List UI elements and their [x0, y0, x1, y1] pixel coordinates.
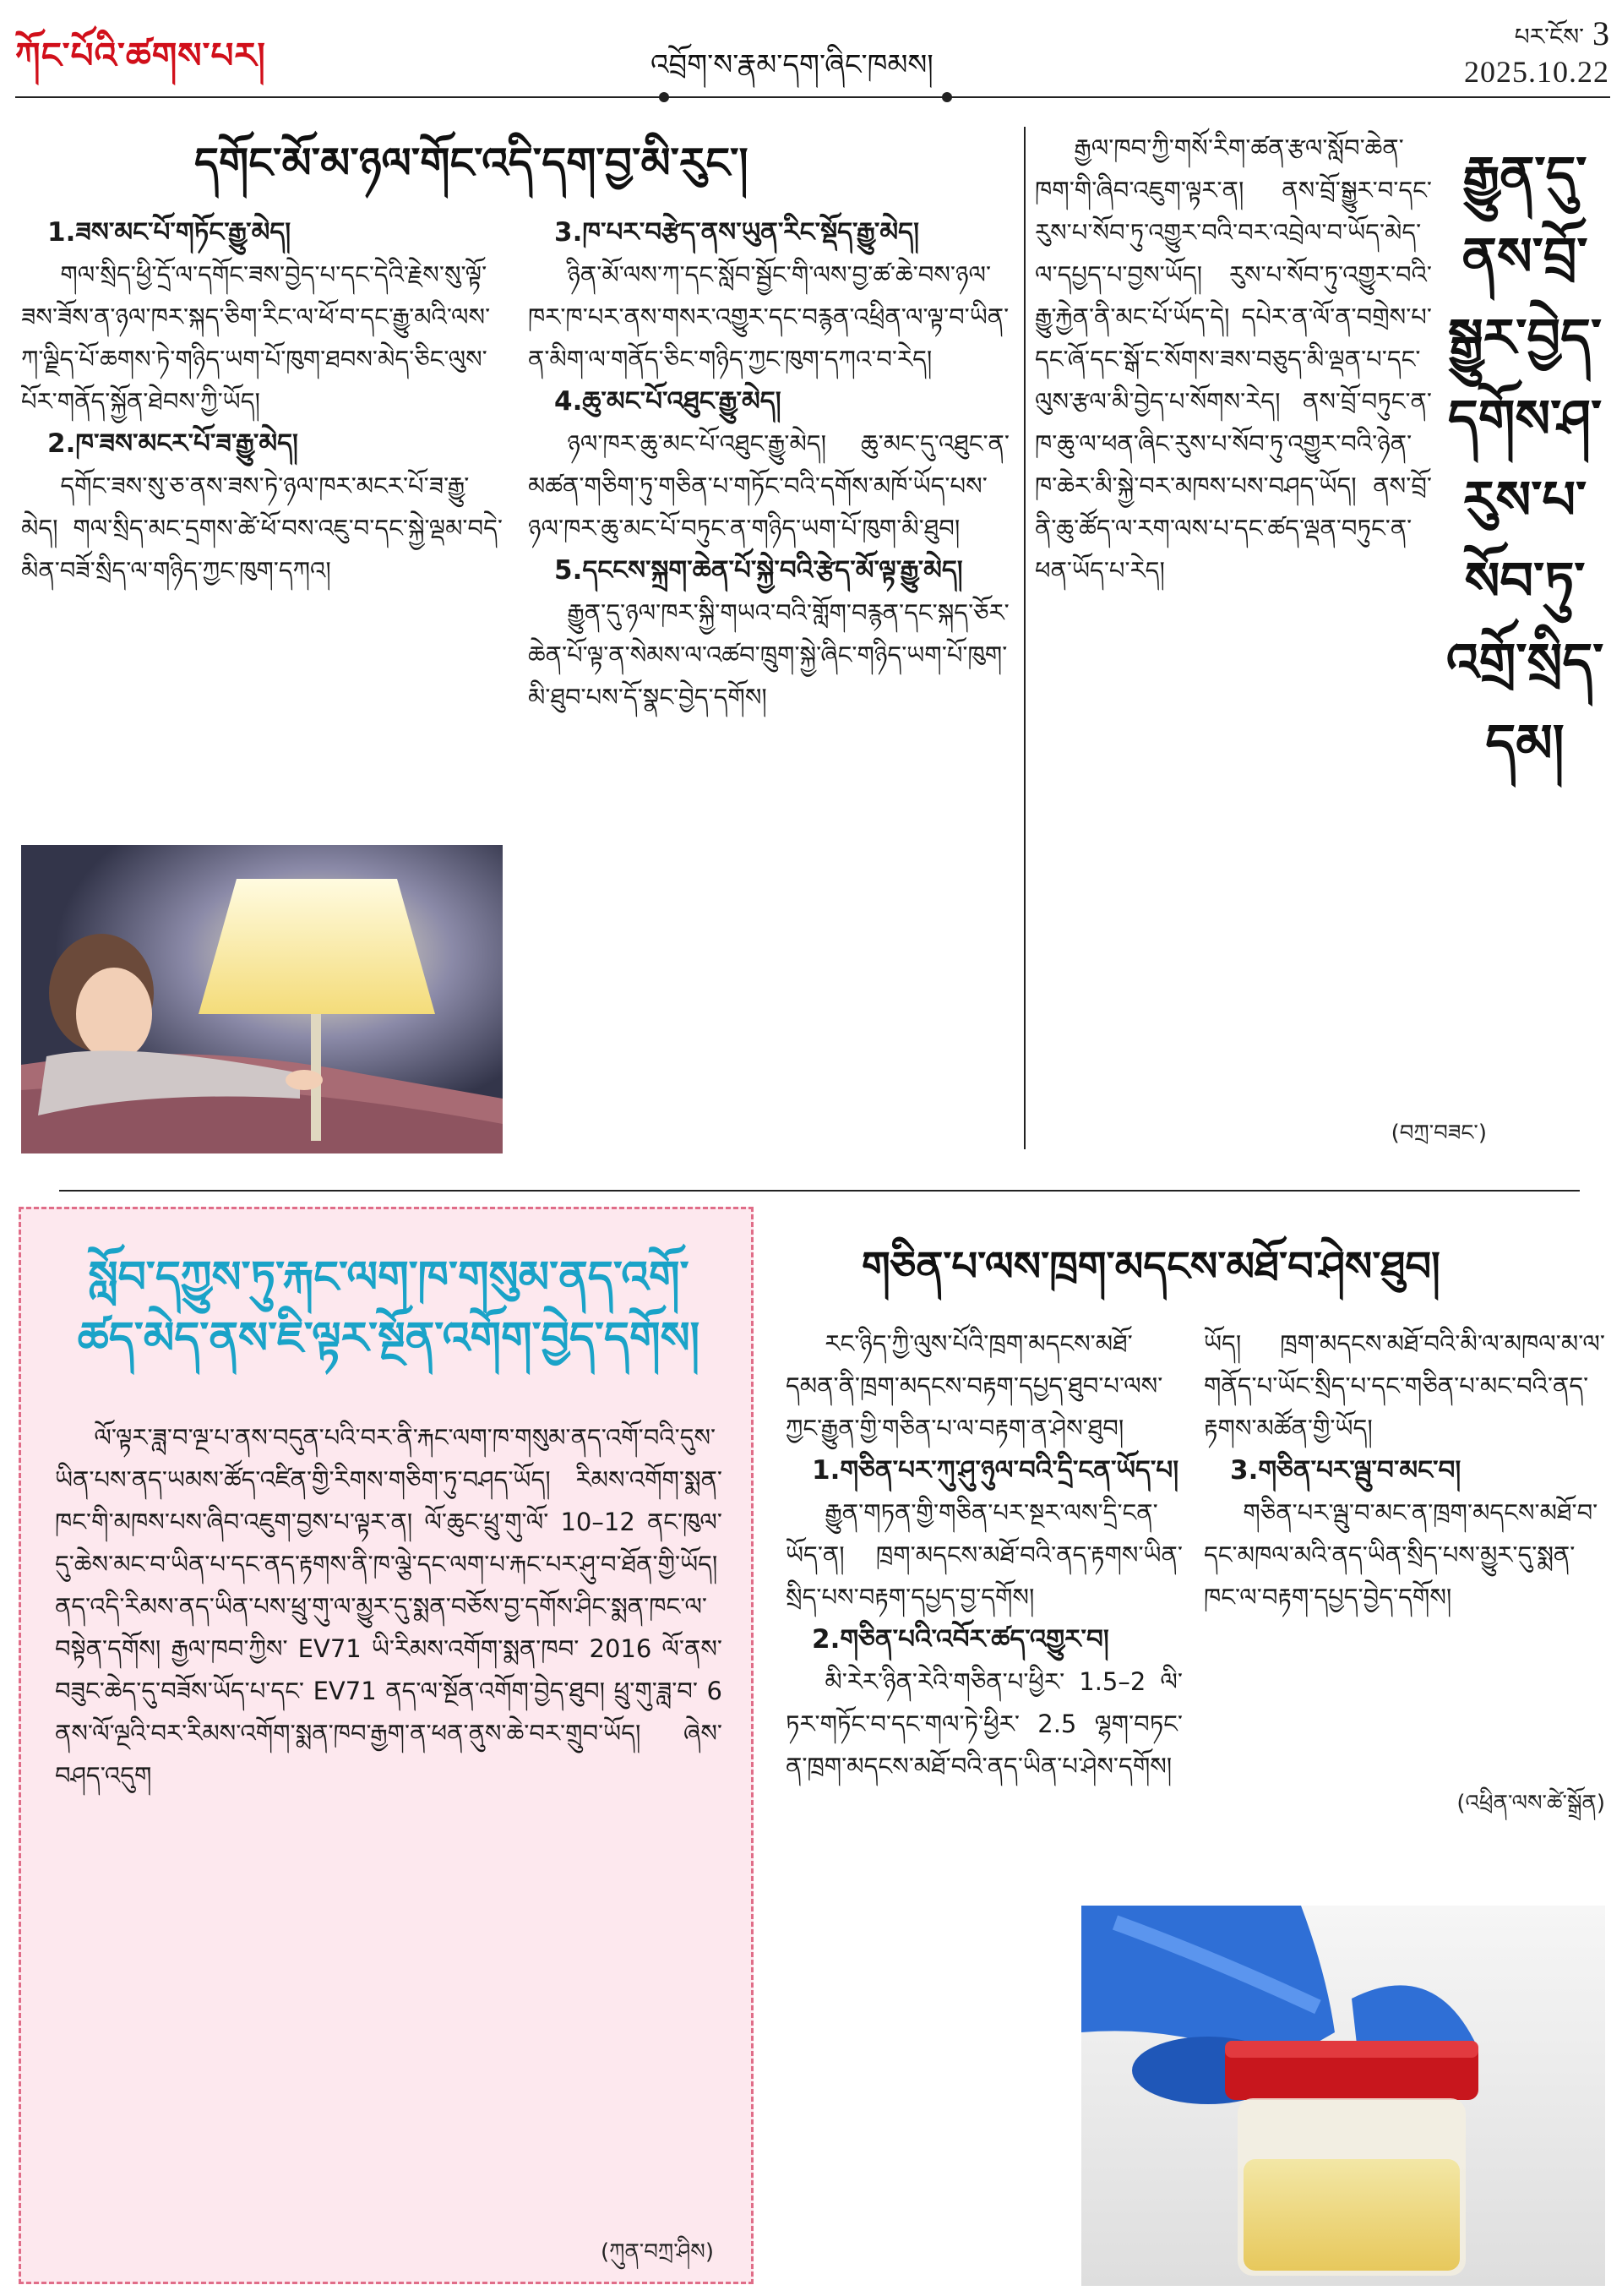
- page-label: པར་ངོས་: [1514, 25, 1584, 51]
- issue-date: 2025.10.22: [1464, 55, 1609, 89]
- article2-text: རྒྱལ་ཁབ་ཀྱི་གསོ་རིག་ཚན་རྩལ་སློབ་ཆེན་ཁག་གི་ཞིབ་འཇུག་ལྟར་ན། ནས་བྲོ་སྒྱུར་བ་དང་རུས་པ་སོབ་ཏུ་འགྱུར་བའི་བར་འབྲེལ་བ་ཡོད་མེད་ལ་དཔྱད་པ་བྱས་ཡོད། རུས་པ་སོབ་ཏུ་འགྱུར་བའི་རྒྱུ་རྐྱེན་ནི་མང་པོ་ཡོད་དེ། དཔེར་ན་ལོ་ན་བགྲེས་པ་དང་ཞོ་དང་སྒོ་ང་སོགས་ཟས་བཅུད་མི་ལྡན་པ་དང་ལུས་རྩལ་མི་བྱེད་པ་སོགས་རེད། ནས་བྲོ་བཏུང་ན་ཁ་ཆུ་ལ་ཕན་ཞིང་རུས་པ་སོབ་ཏུ་འགྱུར་བའི་ཉེན་ཁ་ཆེར་མི་སྐྱེ་བར་མཁས་པས་བཤད་ཡོད། ནས་བྲོ་ནི་ཆུ་ཚོད་ལ་རག་ལས་པ་དང་ཚད་ལྡན་བཏུང་ན་ཕན་ཡོད་པ་རེད།: [1035, 134, 1432, 585]
- side-title-line: སྒྱུར་བྱེད་: [1447, 307, 1603, 368]
- article4-s3-title: 3.གཅིན་པར་ལྦུ་བ་མང་བ།: [1230, 1455, 1461, 1486]
- article1-s4-body: ཉལ་ཁར་ཆུ་མང་པོ་འཐུང་རྒྱུ་མེད། ཆུ་མང་དུ་འཐུང་ན་མཚན་གཅིག་ཏུ་གཅིན་པ་གཏོང་བའི་དགོས་མཁོ་ཡོད་པས་ཉལ་ཁར་ཆུ་མང་པོ་བཏུང་ན་གཉིད་ཡག་པོ་ཁུག་མི་ཐུབ།: [528, 429, 1010, 543]
- article1-col1: [21, 211, 503, 828]
- article1-s3-body: ཉིན་མོ་ལས་ཀ་དང་སློབ་སྦྱོང་གི་ལས་བྱ་ཚ་ཆེ་བས་ཉལ་ཁར་ཁ་པར་ནས་གསར་འགྱུར་དང་བརྙན་འཕྲིན་ལ་ལྟ་བ་ཡིན་ན་མིག་ལ་གནོད་ཅིང་གཉིད་ཀྱང་ཁུག་དཀའ་བ་རེད།: [528, 260, 1010, 374]
- header-rule: [15, 96, 1610, 98]
- header-rule-dot-right: [942, 92, 952, 102]
- article4-s1-body: རྒྱུན་གཏན་གྱི་གཅིན་པར་སྔར་ལས་དྲི་ངན་ཡོད་ན། ཁྲག་མདངས་མཐོ་བའི་ནད་རྟགས་ཡིན་སྲིད་པས་བརྟག་དཔྱད་བྱ་དགོས།: [786, 1498, 1183, 1612]
- article4-col2: [1204, 1323, 1605, 1762]
- article4-headline: གཅིན་པ་ལས་ཁྲག་མདངས་མཐོ་བ་ཤེས་ཐུབ།: [862, 1243, 1440, 1290]
- page-number: 3: [1592, 14, 1609, 52]
- article4-image: [1081, 1906, 1605, 2286]
- article1-col2: [528, 211, 1010, 1149]
- article4-credit: (འཕྲིན་ལས་ཚེ་སྒྲོན): [1456, 1791, 1605, 1816]
- article4-col2-top: ཡོད། ཁྲག་མདངས་མཐོ་བའི་མི་ལ་མཁལ་མ་ལ་གནོད་པ་ཡོང་སྲིད་པ་དང་གཅིན་པ་མང་བའི་ནད་རྟགས་མཚོན་གྱི་ཡོད།: [1204, 1329, 1605, 1442]
- sample-cup-photo: [1081, 1906, 1605, 2286]
- article1-headline: དགོང་མོ་མ་ཉལ་གོང་འདི་དག་བྱ་མི་རུང་།: [194, 139, 748, 188]
- side-title-line: དགོས་ཤ་: [1447, 388, 1603, 450]
- article4-intro: རང་ཉིད་ཀྱི་ལུས་པོའི་ཁྲག་མདངས་མཐོ་དམན་ནི་ཁྲག་མདངས་བརྟག་དཔྱད་ཐུབ་པ་ལས་ཀྱང་རྒྱུན་གྱི་གཅིན་པ་ལ་བརྟག་ན་ཤེས་ཐུབ།: [786, 1329, 1163, 1442]
- article1-s5-body: རྒྱུན་དུ་ཉལ་ཁར་སྐྱི་གཡའ་བའི་གློག་བརྙན་དང་སྐད་ཅོར་ཆེན་པོ་ལྟ་ན་སེམས་ལ་འཚབ་ཁྲུག་སྐྱེ་ཞིང་གཉིད་ཡག་པོ་ཁུག་མི་ཐུབ་པས་དོ་སྣང་བྱེད་དགོས།: [528, 598, 1010, 712]
- side-title-line: རྒྱུན་དུ་: [1462, 145, 1587, 206]
- column-divider: [1024, 127, 1026, 1149]
- article2-side-title: [1440, 135, 1609, 784]
- article3-body: [55, 1416, 722, 2211]
- article1-image: [21, 845, 503, 1153]
- side-title-line: རུས་པ་: [1462, 469, 1587, 531]
- article3-credit: (ཀུན་བཀྲ་ཤིས): [601, 2239, 714, 2265]
- lamp-illustration: [21, 845, 503, 1153]
- article4-s1-title: 1.གཅིན་པར་ཀུ་ཤུ་ཉུལ་བའི་དྲི་ངན་ཡོད་པ།: [812, 1455, 1179, 1486]
- article1-s3-title: 3.ཁ་པར་བརྩེད་ནས་ཡུན་རིང་སྡོད་རྒྱུ་མེད།: [554, 217, 919, 248]
- side-title-line: ནས་བྲོ་: [1461, 226, 1588, 287]
- section-rule: [59, 1190, 1580, 1192]
- article3-text: ལོ་ལྟར་ཟླ་བ་ལྔ་པ་ནས་བདུན་པའི་བར་ནི་རྐང་ལག་ཁ་གསུམ་ནད་འགོ་བའི་དུས་ཡིན་པས་ནད་ཡམས་ཚོད་འཛིན་གྱི་རིགས་གཅིག་ཏུ་བཤད་ཡོད། རིམས་འགོག་སྨན་ཁང་གི་མཁས་པས་ཞིབ་འཇུག་བྱས་པ་ལྟར་ན། ལོ་ཆུང་ཕྲུ་གུ་ལོ་ 10–12 ནང་ཁུལ་དུ་ཆེས་མང་བ་ཡིན་པ་དང་ནད་རྟགས་ནི་ཁ་ལྕེ་དང་ལག་པ་རྐང་པར་ཤུ་བ་ཐོན་གྱི་ཡོད། ནད་འདི་རིམས་ནད་ཡིན་པས་ཕྲུ་གུ་ལ་མྱུར་དུ་སྨན་བཅོས་བྱ་དགོས་ཤིང་སྨན་ཁང་ལ་བསྟེན་དགོས། རྒྱལ་ཁབ་ཀྱིས་ EV71 ཡི་རིམས་འགོག་སྨན་ཁབ་ 2016 ལོ་ནས་བཟུང་ཆེད་དུ་བཟོས་ཡོད་པ་དང་ EV71 ནད་ལ་སྔོན་འགོག་བྱེད་ཐུབ། ཕྲུ་གུ་ཟླ་བ་ 6 ནས་ལོ་ལྔའི་བར་རིམས་འགོག་སྨན་ཁབ་རྒྱག་ན་ཕན་ནུས་ཆེ་བར་གྲུབ་ཡོད། ཞེས་བཤད་འདུག: [55, 1423, 722, 1790]
- article1-s5-title: 5.དངངས་སྐྲག་ཆེན་པོ་སྐྱེ་བའི་རྩེད་མོ་ལྟ་རྒྱུ་མེད།: [554, 555, 963, 586]
- article1-s4-title: 4.ཆུ་མང་པོ་འཐུང་རྒྱུ་མེད།: [554, 386, 781, 417]
- masthead: ཀོང་པོའི་ཚགས་པར།: [15, 35, 266, 76]
- side-title-line: དམ།: [1485, 712, 1565, 774]
- article4-s2-body: མི་རེར་ཉིན་རེའི་གཅིན་པ་ཕྱིར་ 1.5–2 ལི་ཏར་གཏོང་བ་དང་གལ་ཏེ་ཕྱིར་ 2.5 ལྷག་བཏང་ན་ཁྲག་མདངས་མཐོ་བའི་ནད་ཡིན་པ་ཤེས་དགོས།: [786, 1667, 1183, 1781]
- article4-s3-body: གཅིན་པར་ལྦུ་བ་མང་ན་ཁྲག་མདངས་མཐོ་བ་དང་མཁལ་མའི་ནད་ཡིན་སྲིད་པས་མྱུར་དུ་སྨན་ཁང་ལ་བརྟག་དཔྱད་བྱེད་དགོས།: [1204, 1498, 1598, 1612]
- article3-title: སློབ་དཀྱུས་ཏུ་རྐང་ལག་ཁ་གསུམ་ནད་འགོ་ཚད་མེད་ནས་ཇི་ལྟར་སྔོན་འགོག་བྱེད་དགོས།: [77, 1252, 700, 1364]
- article4-s2-title: 2.གཅིན་པའི་འབོར་ཚད་འགྱུར་བ།: [812, 1624, 1109, 1655]
- article2-body: [1035, 127, 1432, 1099]
- article2-credit: (བཀྲ་བཟང་): [1391, 1121, 1487, 1146]
- header-center-title: འབྲོག་ས་རྣམ་དག་ཞིང་ཁམས།: [650, 48, 933, 82]
- article1-s1-body: གལ་སྲིད་ཕྱི་དྲོ་ལ་དགོང་ཟས་བྱེད་པ་དང་དེའི་རྗེས་སུ་ལྟོ་ཟས་ཟོས་ན་ཉལ་ཁར་སྐད་ཅིག་རིང་ལ་ཕོ་བ་དང་རྒྱུ་མའི་ལས་ཀ་ལྗིད་པོ་ཆགས་ཏེ་གཉིད་ཡག་པོ་ཁུག་ཐབས་མེད་ཅིང་ལུས་པོར་གནོད་སྐྱོན་ཐེབས་ཀྱི་ཡོད།: [21, 260, 491, 416]
- article3-box: [19, 1207, 754, 2284]
- article1-s2-title: 2.ཁ་ཟས་མངར་པོ་ཟ་རྒྱུ་མེད།: [47, 428, 298, 459]
- article1-s2-body: དགོང་ཟས་སུ་ཅ་ནས་ཟས་ཏེ་ཉལ་ཁར་མངར་པོ་ཟ་རྒྱུ་མེད། གལ་སྲིད་མང་དྲགས་ཚེ་ཕོ་བས་འཇུ་བ་དང་སྐྱེ་ལྡམ་བདེ་མིན་བཟོ་སྲིད་ལ་གཉིད་ཀྱང་ཁུག་དཀའ།: [21, 472, 503, 585]
- header-rule-dot-left: [659, 92, 669, 102]
- side-title-line: སོབ་ཏུ་: [1464, 550, 1586, 612]
- article1-s1-title: 1.ཟས་མང་པོ་གཏོང་རྒྱུ་མེད།: [47, 217, 291, 248]
- side-title-line: འགྲོ་སྲིད་: [1445, 631, 1604, 693]
